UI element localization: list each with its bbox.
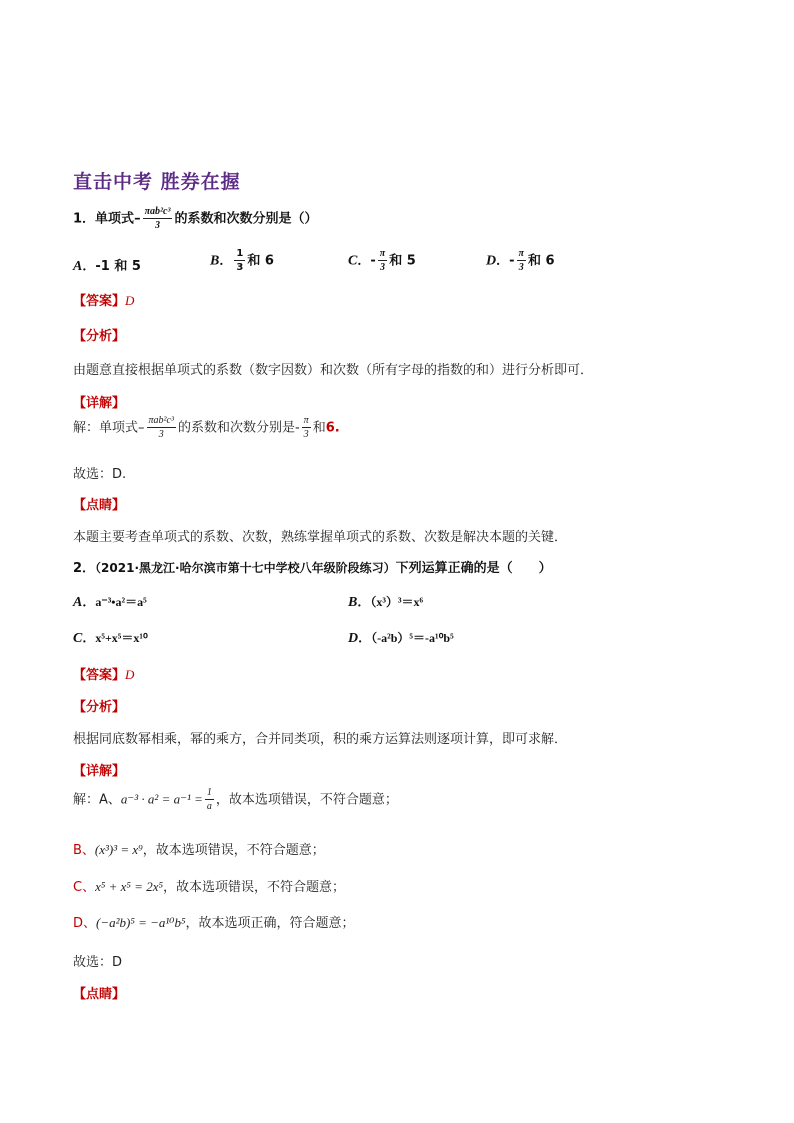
option-text: （-a²b）⁵＝-a¹⁰b⁵ bbox=[371, 631, 454, 645]
option-prefix: - bbox=[370, 253, 376, 269]
fraction bbox=[517, 249, 526, 273]
detail-text: ，故本选项正确，符合题意； bbox=[185, 916, 355, 931]
option-a bbox=[73, 591, 147, 611]
analysis-text: 根据同底数幂相乘，幂的乘方，合并同类项，积的乘方运算法则逐项计算，即可求解． bbox=[73, 732, 568, 747]
option-letter: A bbox=[73, 259, 83, 274]
answer-value: D bbox=[125, 667, 135, 682]
minus-sign: – bbox=[138, 420, 145, 436]
detail-text: ，故本选项错误，不符合题意； bbox=[215, 792, 398, 808]
fraction-denominator: 3 bbox=[303, 429, 309, 440]
detail-text: 的系数和次数分别是- bbox=[177, 420, 300, 436]
fraction bbox=[147, 416, 176, 440]
question-2-stem bbox=[73, 557, 552, 576]
fraction-numerator: 1 bbox=[206, 787, 212, 798]
option-text: 和 5 bbox=[389, 253, 416, 269]
question-number: 1． bbox=[73, 211, 96, 227]
option-text: x⁵+x⁵＝x¹⁰ bbox=[95, 631, 148, 645]
fraction-denominator: 3 bbox=[380, 262, 385, 273]
analysis-label: 【分析】 bbox=[73, 329, 126, 344]
detail-line-b bbox=[73, 839, 325, 858]
fraction-numerator: π bbox=[518, 248, 525, 259]
option-separator: ． bbox=[82, 259, 96, 274]
fraction-numerator: π bbox=[303, 415, 309, 426]
option-letter: A bbox=[73, 595, 83, 610]
fraction bbox=[378, 249, 387, 273]
detail-math: (x³)³ = x⁹ bbox=[94, 842, 143, 857]
option-separator: ． bbox=[496, 253, 510, 269]
question-text: 单项式 bbox=[95, 211, 135, 227]
option-c bbox=[348, 249, 416, 273]
comment-label: 【点睛】 bbox=[73, 987, 126, 1002]
question-text: 的系数和次数分别是（） bbox=[174, 211, 318, 227]
option-d bbox=[348, 627, 454, 647]
option-letter: B bbox=[210, 253, 220, 269]
page-title: 直击中考 胜券在握 bbox=[73, 171, 241, 193]
option-b bbox=[348, 591, 423, 611]
option-b bbox=[210, 249, 274, 273]
fraction-denominator: 3 bbox=[158, 429, 164, 440]
fraction-denominator: a bbox=[206, 801, 212, 812]
detail-prefix: D、 bbox=[73, 916, 97, 931]
answer-label: 【答案】 bbox=[73, 294, 126, 309]
option-letter: C bbox=[348, 253, 358, 269]
detail-highlight: 6. bbox=[325, 420, 340, 436]
option-text: -1 和 5 bbox=[95, 259, 141, 274]
detail-text: ，故本选项错误，不符合题意； bbox=[142, 843, 325, 858]
detail-text: 和 bbox=[312, 420, 326, 436]
fraction-numerator: πab²c³ bbox=[148, 415, 174, 426]
detail-prefix: C、 bbox=[73, 880, 96, 895]
option-separator: ． bbox=[357, 253, 371, 269]
question-number: 2． bbox=[73, 561, 96, 576]
fraction-numerator: πab²c³ bbox=[144, 206, 171, 217]
comment-text: 本题主要考查单项式的系数、次数，熟练掌握单项式的系数、次数是解决本题的关键． bbox=[73, 530, 568, 545]
detail-math: x⁵ + x⁵ = 2x⁵ bbox=[95, 879, 163, 894]
detail-text: 解：单项式 bbox=[73, 420, 139, 436]
option-prefix: - bbox=[509, 253, 515, 269]
option-separator: ． bbox=[357, 595, 371, 610]
option-separator: ． bbox=[82, 595, 96, 610]
fraction-denominator: 3 bbox=[518, 262, 524, 273]
option-separator: ． bbox=[219, 253, 233, 269]
fraction bbox=[302, 416, 311, 440]
detail-line-d bbox=[73, 912, 355, 931]
question-1-stem bbox=[73, 207, 317, 231]
fraction bbox=[205, 788, 214, 812]
choose-line: 故选：D bbox=[73, 955, 123, 970]
answer-label: 【答案】 bbox=[73, 668, 126, 683]
option-text: 和 6 bbox=[528, 253, 555, 269]
choose-line: 故选：D. bbox=[73, 467, 127, 482]
minus-sign: – bbox=[134, 211, 141, 227]
detail-math: a⁻³ · a² = a⁻¹ = bbox=[120, 791, 203, 807]
fraction-numerator: 1 bbox=[236, 248, 244, 259]
option-text: 和 6 bbox=[247, 253, 274, 269]
fraction-denominator: 3 bbox=[236, 262, 244, 273]
analysis-label: 【分析】 bbox=[73, 700, 126, 715]
comment-label: 【点睛】 bbox=[73, 498, 126, 513]
detail-line-a bbox=[73, 788, 398, 812]
fraction bbox=[143, 207, 173, 231]
answer-value: D bbox=[125, 293, 135, 308]
answer-row bbox=[73, 664, 134, 683]
question-text: 下列运算正确的是（ ） bbox=[395, 561, 552, 576]
detail-label: 【详解】 bbox=[73, 396, 126, 411]
option-a bbox=[73, 255, 141, 275]
option-letter: C bbox=[73, 631, 83, 646]
option-separator: ． bbox=[358, 631, 372, 646]
detail-prefix: B、 bbox=[73, 843, 95, 858]
analysis-text: 由题意直接根据单项式的系数（数字因数）和次数（所有字母的指数的和）进行分析即可． bbox=[73, 363, 594, 378]
detail-text: ，故本选项错误，不符合题意； bbox=[163, 880, 346, 895]
option-letter: D bbox=[486, 253, 497, 269]
fraction-denominator: 3 bbox=[155, 220, 161, 231]
detail-prefix: 解：A、 bbox=[73, 792, 121, 808]
detail-math: (−a²b)⁵ = −a¹⁰b⁵ bbox=[96, 915, 186, 930]
option-letter: B bbox=[348, 595, 358, 610]
detail-line-c bbox=[73, 876, 345, 895]
fraction bbox=[234, 249, 245, 273]
detail-line bbox=[73, 416, 340, 440]
fraction-numerator: π bbox=[379, 248, 386, 259]
option-d bbox=[486, 249, 555, 273]
option-c bbox=[73, 627, 148, 647]
detail-label: 【详解】 bbox=[73, 764, 126, 779]
option-separator: ． bbox=[82, 631, 96, 646]
option-letter: D bbox=[348, 631, 359, 646]
answer-row bbox=[73, 290, 134, 309]
option-text: （x³）³＝x⁶ bbox=[370, 595, 424, 609]
option-text: a⁻³•a²＝a⁵ bbox=[95, 595, 147, 609]
question-source: （2021·黑龙江·哈尔滨市第十七中学校八年级阶段练习） bbox=[95, 561, 396, 575]
